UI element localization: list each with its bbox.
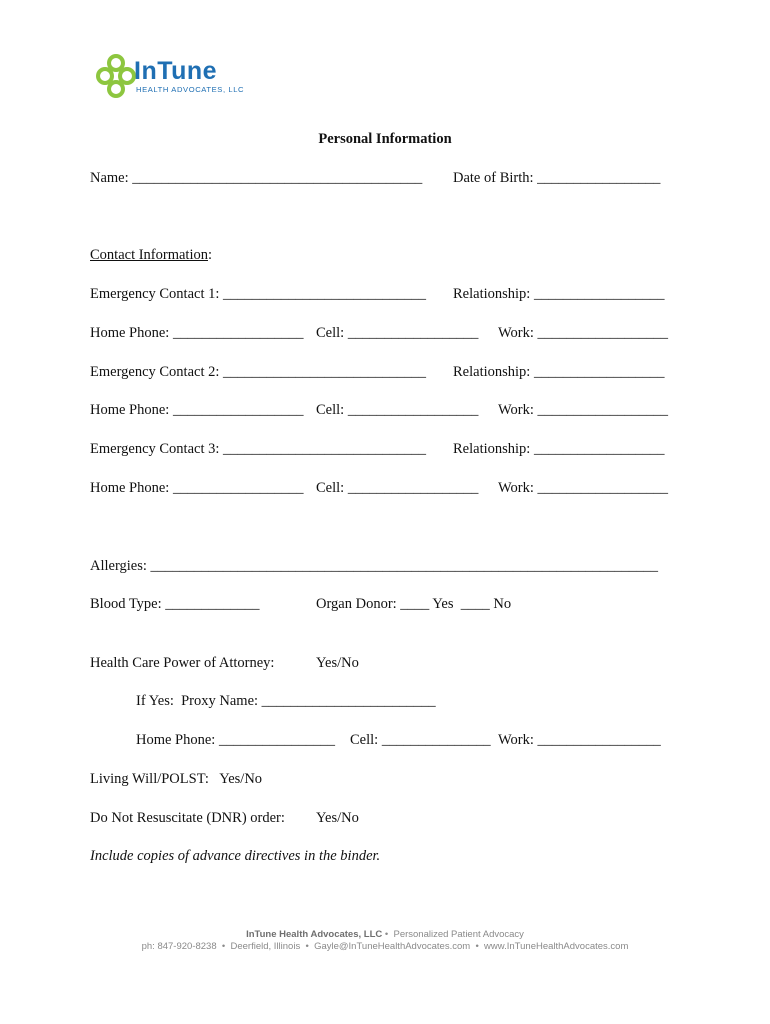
allergies-field[interactable]: Allergies: ______________________________________________________________________ [90,558,659,574]
dob-field[interactable]: Date of Birth: _________________ [453,170,661,186]
clover-knot-icon [96,52,136,100]
logo-subtitle: HEALTH ADVOCATES, LLC [136,85,245,94]
logo-name: InTune [134,57,218,85]
page-title: Personal Information [318,131,452,147]
footer-line-1 [0,929,770,940]
proxy-name-field[interactable]: If Yes: Proxy Name: ________________________ [136,693,436,709]
cell-2-field[interactable]: Cell: __________________ [316,402,479,418]
home-phone-2-field[interactable]: Home Phone: __________________ [90,402,304,418]
intune-logo [96,52,246,102]
proxy-home-phone-field[interactable]: Home Phone: ________________ [136,732,335,748]
name-field[interactable]: Name: ________________________________________ [90,170,423,186]
proxy-work-field[interactable]: Work: _________________ [498,732,661,748]
dnr-label: Do Not Resuscitate (DNR) order: [90,810,285,826]
emergency-contact-3-field[interactable]: Emergency Contact 3: ____________________________ [90,441,427,457]
emergency-contact-2-field[interactable]: Emergency Contact 2: ____________________________ [90,364,427,380]
hcpoa-label: Health Care Power of Attorney: [90,655,275,671]
work-2-field[interactable]: Work: __________________ [498,402,669,418]
blood-type-field[interactable]: Blood Type: _____________ [90,596,260,612]
cell-3-field[interactable]: Cell: __________________ [316,480,479,496]
proxy-cell-field[interactable]: Cell: _______________ [350,732,491,748]
binder-note: Include copies of advance directives in the binder. [90,848,381,864]
contact-heading [90,246,212,264]
home-phone-3-field[interactable]: Home Phone: __________________ [90,480,304,496]
living-will-field[interactable]: Living Will/POLST: Yes/No [90,771,263,787]
work-1-field[interactable]: Work: __________________ [498,325,669,341]
relationship-2-field[interactable]: Relationship: __________________ [453,364,665,380]
hcpoa-value[interactable]: Yes/No [316,655,359,671]
cell-1-field[interactable]: Cell: __________________ [316,325,479,341]
footer-tagline: • Personalized Patient Advocacy [382,929,524,940]
home-phone-1-field[interactable]: Home Phone: __________________ [90,325,304,341]
work-3-field[interactable]: Work: __________________ [498,480,669,496]
contact-heading-text: Contact Information [90,247,208,263]
dnr-value[interactable]: Yes/No [316,810,359,826]
footer-company: InTune Health Advocates, LLC [246,929,383,940]
relationship-3-field[interactable]: Relationship: __________________ [453,441,665,457]
emergency-contact-1-field[interactable]: Emergency Contact 1: ____________________________ [90,286,427,302]
contact-heading-colon: : [207,247,213,263]
relationship-1-field[interactable]: Relationship: __________________ [453,286,665,302]
organ-donor-field[interactable]: Organ Donor: ____ Yes ____ No [316,596,512,612]
footer-contact: ph: 847-920-8238 • Deerfield, Illinois • Gayle@InTuneHealthAdvocates.com • www.InTuneHealthAdvocates.com [141,941,629,952]
